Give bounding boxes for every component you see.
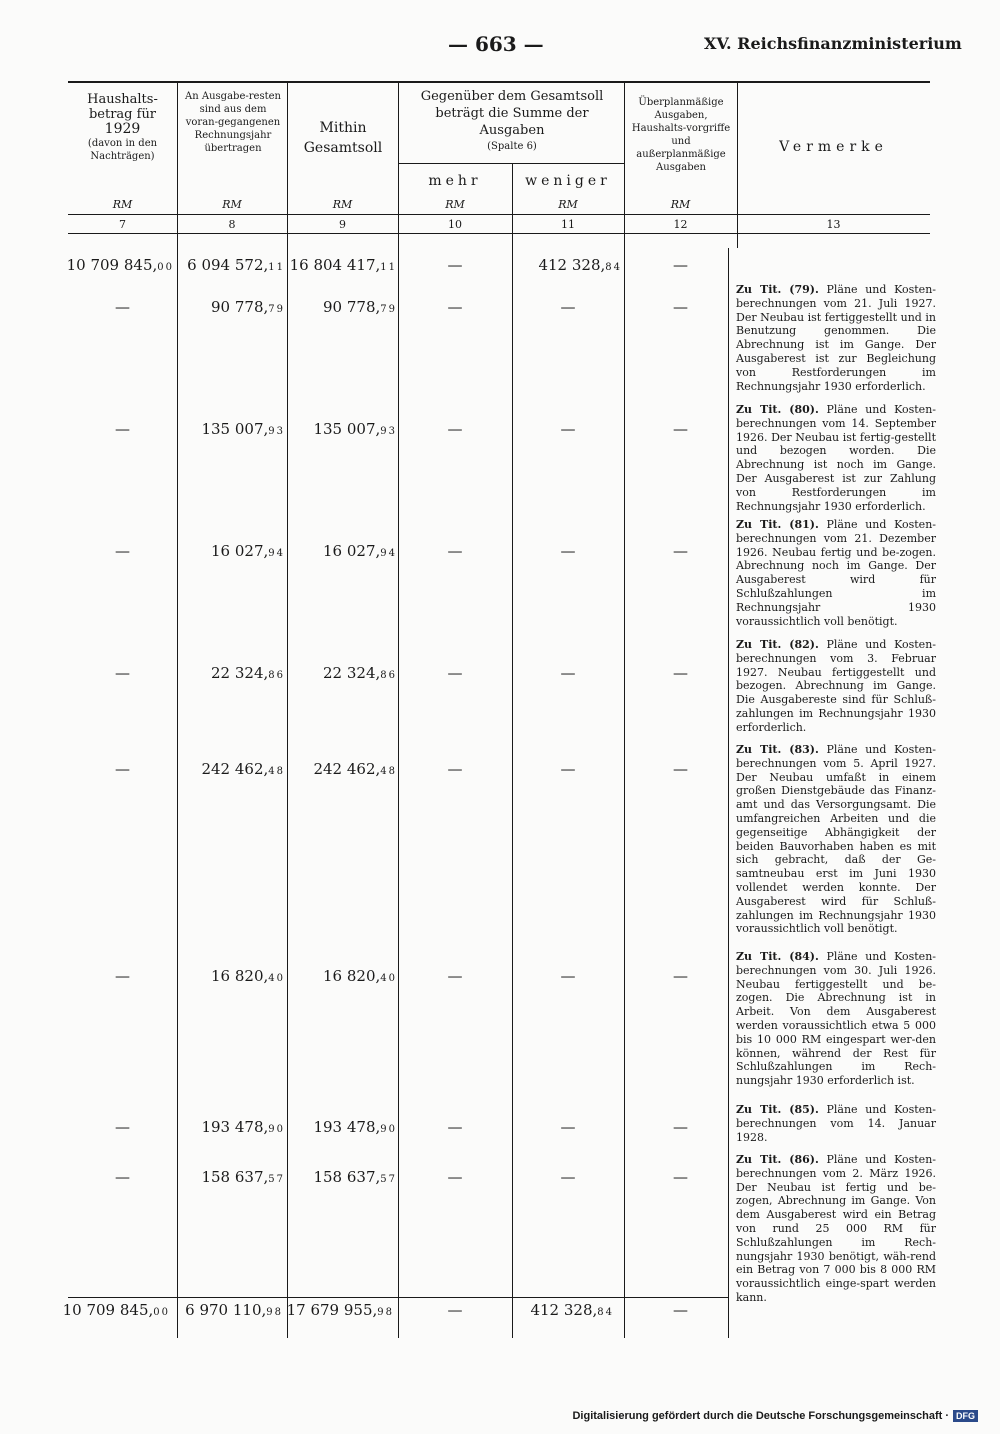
header-col10-11-title: Gegenüber dem Gesamtsoll beträgt die Summe der Ausgaben — [420, 89, 604, 138]
colno-12: 12 — [673, 218, 688, 231]
table-top-rule — [68, 81, 930, 83]
cell-col10: — — [447, 967, 463, 985]
cell-col7: 10 709 845,00 — [66, 256, 174, 274]
unit-col7: RM — [112, 198, 133, 211]
cell-col9: 242 462,48 — [313, 760, 397, 778]
remark-lead: Zu Tit. (79). — [736, 283, 819, 296]
remark-text: Pläne und Kosten-berechnungen vom 2. März 1926. Der Neubau ist fertig und be-zogen, Abrechnung im Gange. Von dem Ausgaberest wird ein Betrag von rund 25 000 RM für Schlußzahlungen im Rech-nungsjahr 1930 benötigt, wäh-rend ein Betrag von 7 000 bis 8 000 RM voraussichtlich einge-spart werden kann. — [736, 1153, 936, 1304]
cell-col12: — — [673, 1168, 688, 1186]
vrule-10-11 — [512, 163, 513, 1338]
digitization-credit — [572, 1410, 978, 1422]
cell-col8: 193 478,90 — [201, 1118, 285, 1136]
colno-11: 11 — [561, 218, 575, 231]
remark-tit-82 — [736, 638, 936, 735]
cell-col9: 22 324,86 — [323, 664, 397, 682]
total-col9: 17 679 955,98 — [286, 1301, 394, 1319]
digitization-credit-text: Digitalisierung gefördert durch die Deutsche Forschungsgemeinschaft · — [572, 1410, 949, 1422]
cell-col9: 135 007,93 — [313, 420, 397, 438]
cell-col11: — — [560, 298, 576, 316]
unit-col11: RM — [558, 198, 578, 211]
header-col13: Vermerke — [779, 139, 888, 155]
cell-col7: — — [115, 298, 130, 316]
remark-lead: Zu Tit. (80). — [736, 403, 819, 416]
cell-col11: — — [560, 760, 576, 778]
cell-col7: — — [115, 420, 130, 438]
cell-col11: — — [560, 420, 576, 438]
vrule-7-8 — [177, 83, 178, 1338]
colno-rule — [68, 233, 930, 234]
cell-col9: 16 820,40 — [323, 967, 397, 985]
header-col12: Überplanmäßige Ausgaben, Haushalts-vorgriffe und außerplanmäßige Ausgaben — [631, 97, 731, 173]
cell-col7: — — [115, 542, 130, 560]
cell-col11: — — [560, 664, 576, 682]
cell-col12: — — [673, 542, 688, 560]
colno-7: 7 — [119, 218, 126, 231]
unit-rule — [68, 214, 930, 215]
remark-tit-86 — [736, 1153, 936, 1305]
total-col11: 412 328,84 — [530, 1301, 614, 1319]
remark-lead: Zu Tit. (83). — [736, 743, 819, 756]
cell-col12: — — [673, 256, 688, 274]
header-rule-mehr-weniger — [398, 163, 624, 164]
page-number: — 663 — — [448, 32, 544, 56]
cell-col9: 193 478,90 — [313, 1118, 397, 1136]
remark-tit-85 — [736, 1103, 936, 1144]
cell-col9: 16 804 417,11 — [289, 256, 397, 274]
cell-col10: — — [447, 542, 463, 560]
cell-col8: 16 820,40 — [211, 967, 285, 985]
cell-col11: — — [560, 542, 576, 560]
cell-col7: — — [115, 1168, 130, 1186]
cell-col7: — — [115, 967, 130, 985]
total-col10: — — [447, 1301, 463, 1319]
remark-text: Pläne und Kosten-berechnungen vom 5. April 1927. Der Neubau umfaßt in einem großen Dienstgebäude das Finanz-amt und das Versorgungsamt. Die umfangreichen Arbeiten und die gegenseitige Abhängigkeit der beiden Bauvorhaben haben es mit sich gebracht, daß der Ge-samtneubau erst im Juni 1930 vollendet werden konnte. Der Ausgaberest wird für Schluß-zahlungen im Rechnungsjahr 1930 voraussichtlich voll benötigt. — [736, 743, 936, 936]
cell-col8: 90 778,79 — [211, 298, 285, 316]
remark-text: Pläne und Kosten-berechnungen vom 14. September 1926. Der Neubau ist fertig-gestellt und bezogen worden. Die Abrechnung ist noch im Gange. Der Ausgaberest ist zur Zahlung von Restforderungen im Rechnungsjahr 1930 erforderlich. — [736, 403, 936, 513]
header-col10-11 — [405, 88, 619, 154]
remark-lead: Zu Tit. (84). — [736, 950, 819, 963]
vrule-8-9 — [287, 83, 288, 1338]
cell-col12: — — [673, 298, 688, 316]
remark-tit-84 — [736, 950, 936, 1088]
dfg-logo: DFG — [953, 1410, 978, 1422]
header-col9: Mithin Gesamtsoll — [303, 120, 383, 156]
cell-col11: — — [560, 1118, 576, 1136]
cell-col11: — — [560, 1168, 576, 1186]
cell-col9: 16 027,94 — [323, 542, 397, 560]
cell-col8: 16 027,94 — [211, 542, 285, 560]
header-col8: An Ausgabe-resten sind aus dem voran-gegangenen Rechnungsjahr übertragen — [185, 91, 281, 154]
unit-col8: RM — [222, 198, 242, 211]
remark-text: Pläne und Kosten-berechnungen vom 14. Januar 1928. — [736, 1103, 936, 1144]
remark-lead: Zu Tit. (82). — [736, 638, 819, 651]
header-col10-11-sub: (Spalte 6) — [487, 141, 537, 152]
cell-col8: 135 007,93 — [201, 420, 285, 438]
cell-col12: — — [673, 664, 688, 682]
cell-col8: 158 637,57 — [201, 1168, 285, 1186]
remark-tit-83 — [736, 743, 936, 936]
colno-13: 13 — [826, 218, 841, 231]
cell-col8: 242 462,48 — [201, 760, 285, 778]
cell-col10: — — [447, 760, 463, 778]
header-col7-year: 1929 — [104, 121, 141, 137]
remark-lead: Zu Tit. (86). — [736, 1153, 819, 1166]
remark-tit-80 — [736, 403, 936, 513]
cell-col12: — — [673, 1118, 688, 1136]
cell-col9: 158 637,57 — [313, 1168, 397, 1186]
colno-8: 8 — [228, 218, 236, 231]
header-col10: mehr — [428, 173, 482, 189]
cell-col10: — — [447, 664, 463, 682]
cell-col10: — — [447, 256, 463, 274]
remark-text: Pläne und Kosten-berechnungen vom 3. Februar 1927. Neubau fertiggestellt und bezogen. Abrechnung im Gange. Die Ausgabereste sind für Schluß-zahlungen im Rechnungsjahr 1930 erforderlich. — [736, 638, 936, 734]
cell-col11: — — [560, 967, 576, 985]
cell-col12: — — [673, 420, 688, 438]
total-col8: 6 970 110,98 — [185, 1301, 283, 1319]
cell-col8: 22 324,86 — [211, 664, 285, 682]
unit-col10: RM — [445, 198, 465, 211]
cell-col8: 6 094 572,11 — [187, 256, 285, 274]
colno-10: 10 — [448, 218, 462, 231]
header-col7-title: Haushalts-betrag für — [87, 92, 158, 122]
unit-col9: RM — [332, 198, 353, 211]
cell-col12: — — [673, 967, 688, 985]
cell-col7: — — [115, 664, 130, 682]
total-col12: — — [673, 1301, 688, 1319]
total-col7: 10 709 845,00 — [62, 1301, 170, 1319]
header-col7-sub: (davon in den Nachträgen) — [87, 138, 158, 162]
section-title: XV. Reichsfinanzministerium — [704, 34, 962, 53]
cell-col10: — — [447, 1168, 463, 1186]
remark-text: Pläne und Kosten-berechnungen vom 30. Juli 1926. Neubau fertiggestellt und be-zogen. Die Abrechnung ist in Arbeit. Von dem Ausgaberest werden voraussichtlich etwa 5 000 bis 10 000 RM eingespart wer-den können, während der Rest für Schlußzahlungen im Rech-nungsjahr 1930 erforderlich ist. — [736, 950, 936, 1088]
cell-col11: 412 328,84 — [538, 256, 622, 274]
remark-lead: Zu Tit. (85). — [736, 1103, 819, 1116]
cell-col7: — — [115, 1118, 130, 1136]
remark-tit-81 — [736, 518, 936, 628]
unit-col12: RM — [670, 198, 691, 211]
cell-col9: 90 778,79 — [323, 298, 397, 316]
remark-lead: Zu Tit. (81). — [736, 518, 819, 531]
cell-col7: — — [115, 760, 130, 778]
cell-col10: — — [447, 1118, 463, 1136]
cell-col12: — — [673, 760, 688, 778]
remark-text: Pläne und Kosten-berechnungen vom 21. Juli 1927. Der Neubau ist fertiggestellt und in Benutzung genommen. Die Abrechnung ist im Gange. Der Ausgaberest ist zur Begleichung von Restforderungen im Rechnungsjahr 1930 erforderlich. — [736, 283, 936, 393]
header-col11: weniger — [525, 173, 611, 189]
remark-text: Pläne und Kosten-berechnungen vom 21. Dezember 1926. Neubau fertig und be-zogen. Abrechnung noch im Gange. Der Ausgaberest wird für Schlußzahlungen im Rechnungsjahr 1930 voraussichtlich voll benötigt. — [736, 518, 936, 628]
remark-tit-79 — [736, 283, 936, 393]
header-col7 — [68, 92, 177, 163]
cell-col10: — — [447, 298, 463, 316]
cell-col10: — — [447, 420, 463, 438]
colno-9: 9 — [339, 218, 346, 231]
